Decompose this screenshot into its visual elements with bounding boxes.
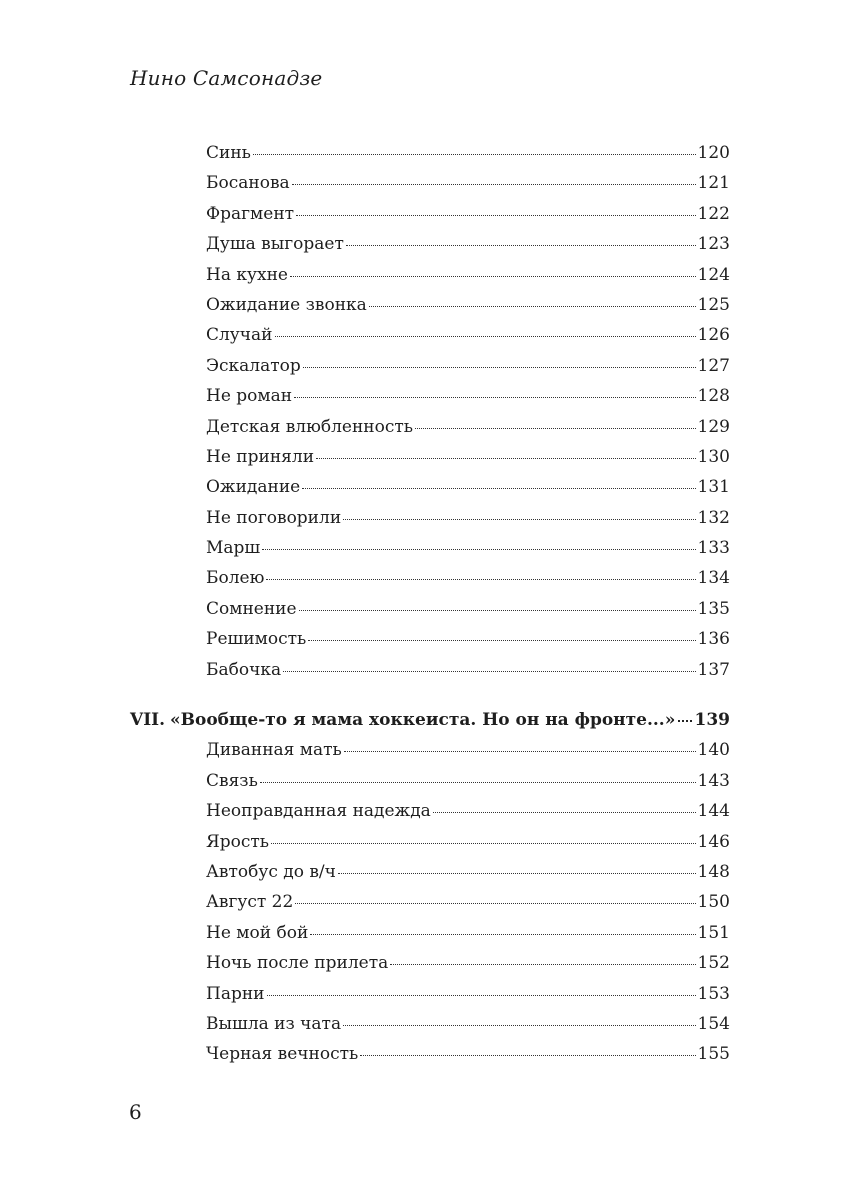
toc-entry	[206, 320, 730, 350]
toc-entry-title: Вышла из чата	[206, 1013, 342, 1034]
toc-entry-page: 152	[697, 953, 730, 974]
dot-leader	[253, 154, 696, 155]
toc-entry-title: Не поговорили	[206, 507, 342, 528]
toc-entry-title: Ожидание	[206, 477, 301, 498]
toc-entry-page: 146	[697, 831, 730, 852]
toc-entry-title: Болею	[206, 568, 265, 589]
dot-leader	[316, 458, 696, 459]
toc-entry-title: Автобус до в/ч	[206, 861, 336, 882]
dot-leader	[295, 903, 695, 904]
toc-entry-title: Не мой бой	[206, 922, 309, 943]
toc-entry	[206, 735, 730, 765]
toc-entry-title: Парни	[206, 983, 265, 1004]
toc-entry-page: 130	[697, 446, 730, 467]
toc-entry	[206, 655, 730, 685]
toc-entry-title: Марш	[206, 538, 261, 559]
toc-entry-title: Синь	[206, 143, 251, 163]
toc-entry-page: 124	[697, 264, 730, 285]
dot-leader	[262, 549, 695, 550]
dot-leader	[266, 579, 695, 580]
toc-entry-title: Не роман	[206, 386, 293, 407]
toc-entry-page: 144	[697, 801, 730, 822]
toc-entry-page: 154	[697, 1013, 730, 1034]
toc-list-a	[0, 138, 849, 685]
toc-entry-page: 155	[697, 1044, 730, 1065]
dot-leader	[360, 1055, 695, 1056]
toc-entry	[206, 533, 730, 563]
toc-entry	[206, 918, 730, 948]
toc-entry-title: Неоправданная надежда	[206, 801, 431, 822]
dot-leader	[346, 245, 696, 246]
toc-entry-page: 121	[697, 173, 730, 194]
dot-leader	[369, 306, 696, 307]
toc-entry	[206, 563, 730, 593]
dot-leader	[302, 488, 695, 489]
table-of-contents	[0, 138, 849, 1070]
toc-entry	[206, 229, 730, 259]
toc-entry	[206, 412, 730, 442]
dot-leader	[299, 610, 696, 611]
toc-entry	[206, 766, 730, 796]
toc-entry	[206, 199, 730, 229]
toc-entry-page: 136	[697, 629, 730, 650]
toc-entry-title: Эскалатор	[206, 355, 301, 376]
dot-leader	[283, 671, 695, 672]
toc-entry	[206, 887, 730, 917]
toc-entry-title: Бабочка	[206, 659, 282, 680]
toc-list-b	[0, 735, 849, 1069]
toc-entry	[206, 260, 730, 290]
toc-entry-page: 120	[697, 143, 730, 163]
dot-leader	[343, 519, 695, 520]
toc-entry-title: Диванная мать	[206, 740, 342, 761]
dot-leader	[310, 934, 695, 935]
toc-entry-page: 133	[697, 538, 730, 559]
section-gap	[0, 685, 849, 705]
toc-entry	[206, 624, 730, 654]
toc-entry	[206, 827, 730, 857]
dot-leader	[303, 367, 696, 368]
toc-entry-page: 137	[697, 659, 730, 680]
toc-entry	[206, 138, 730, 168]
dot-leader	[271, 843, 696, 844]
toc-entry-title: Решимость	[206, 629, 307, 650]
toc-entry-title: Фрагмент	[206, 203, 295, 224]
toc-entry-page: 143	[697, 770, 730, 791]
toc-entry-title: Босанова	[206, 173, 290, 194]
dot-leader	[343, 1025, 695, 1026]
toc-entry-title: Сомнение	[206, 598, 297, 619]
toc-entry-title: Случай	[206, 325, 273, 346]
toc-entry-page: 140	[697, 740, 730, 761]
toc-entry	[206, 472, 730, 502]
dot-leader	[294, 397, 695, 398]
dot-leader	[267, 995, 696, 996]
toc-entry	[206, 796, 730, 826]
dot-leader	[344, 751, 696, 752]
toc-entry	[206, 1009, 730, 1039]
toc-entry-page: 122	[697, 203, 730, 224]
toc-entry-title: Не приняли	[206, 446, 315, 467]
toc-entry-title: Душа выгорает	[206, 234, 344, 255]
toc-entry-page: 134	[697, 568, 730, 589]
toc-entry-page: 127	[697, 355, 730, 376]
toc-entry-page: 131	[697, 477, 730, 498]
toc-chapter-heading	[130, 705, 730, 735]
toc-entry-page: 151	[697, 922, 730, 943]
toc-entry-title: Ночь после прилета	[206, 953, 389, 974]
toc-entry-page: 148	[697, 861, 730, 882]
toc-entry	[206, 381, 730, 411]
toc-entry	[206, 503, 730, 533]
toc-entry	[206, 857, 730, 887]
dot-leader	[308, 640, 695, 641]
toc-entry	[206, 594, 730, 624]
toc-entry	[206, 168, 730, 198]
toc-entry	[206, 442, 730, 472]
toc-entry-page: 153	[697, 983, 730, 1004]
toc-entry-page: 132	[697, 507, 730, 528]
dot-leader	[415, 428, 696, 429]
toc-entry-title: Детская влюбленность	[206, 416, 414, 437]
toc-entry-page: 125	[697, 294, 730, 315]
toc-entry	[206, 351, 730, 381]
toc-entry-page: 128	[697, 386, 730, 407]
toc-entry	[206, 1039, 730, 1069]
dot-leader	[390, 964, 695, 965]
dot-leader	[260, 782, 696, 783]
dot-leader	[292, 184, 696, 185]
toc-entry-page: 129	[697, 416, 730, 437]
toc-entry-title: Черная вечность	[206, 1044, 359, 1065]
toc-entry-page: 150	[697, 892, 730, 913]
toc-entry-title: На кухне	[206, 264, 288, 285]
toc-entry-title: Ярость	[206, 831, 270, 852]
toc-entry	[206, 979, 730, 1009]
dot-leader	[296, 215, 695, 216]
toc-entry-page: 123	[697, 234, 730, 255]
toc-entry-title: Ожидание звонка	[206, 294, 367, 315]
chapter-title: «Вообще-то я мама хоккеиста. Но он на фронте...»	[170, 710, 676, 731]
dot-leader	[433, 812, 696, 813]
toc-entry	[206, 948, 730, 978]
chapter-number: VII.	[130, 710, 166, 731]
toc-entry-title: Август 22	[206, 892, 294, 913]
page-number: 6	[129, 1100, 142, 1124]
toc-entry-title: Связь	[206, 770, 258, 791]
toc-entry	[206, 290, 730, 320]
running-head: Нино Самсонадзе	[130, 66, 323, 90]
dot-leader	[678, 720, 691, 722]
dot-leader	[290, 276, 696, 277]
dot-leader	[338, 873, 696, 874]
chapter-page: 139	[694, 710, 730, 731]
toc-entry-page: 126	[697, 325, 730, 346]
dot-leader	[275, 336, 696, 337]
toc-entry-page: 135	[697, 598, 730, 619]
